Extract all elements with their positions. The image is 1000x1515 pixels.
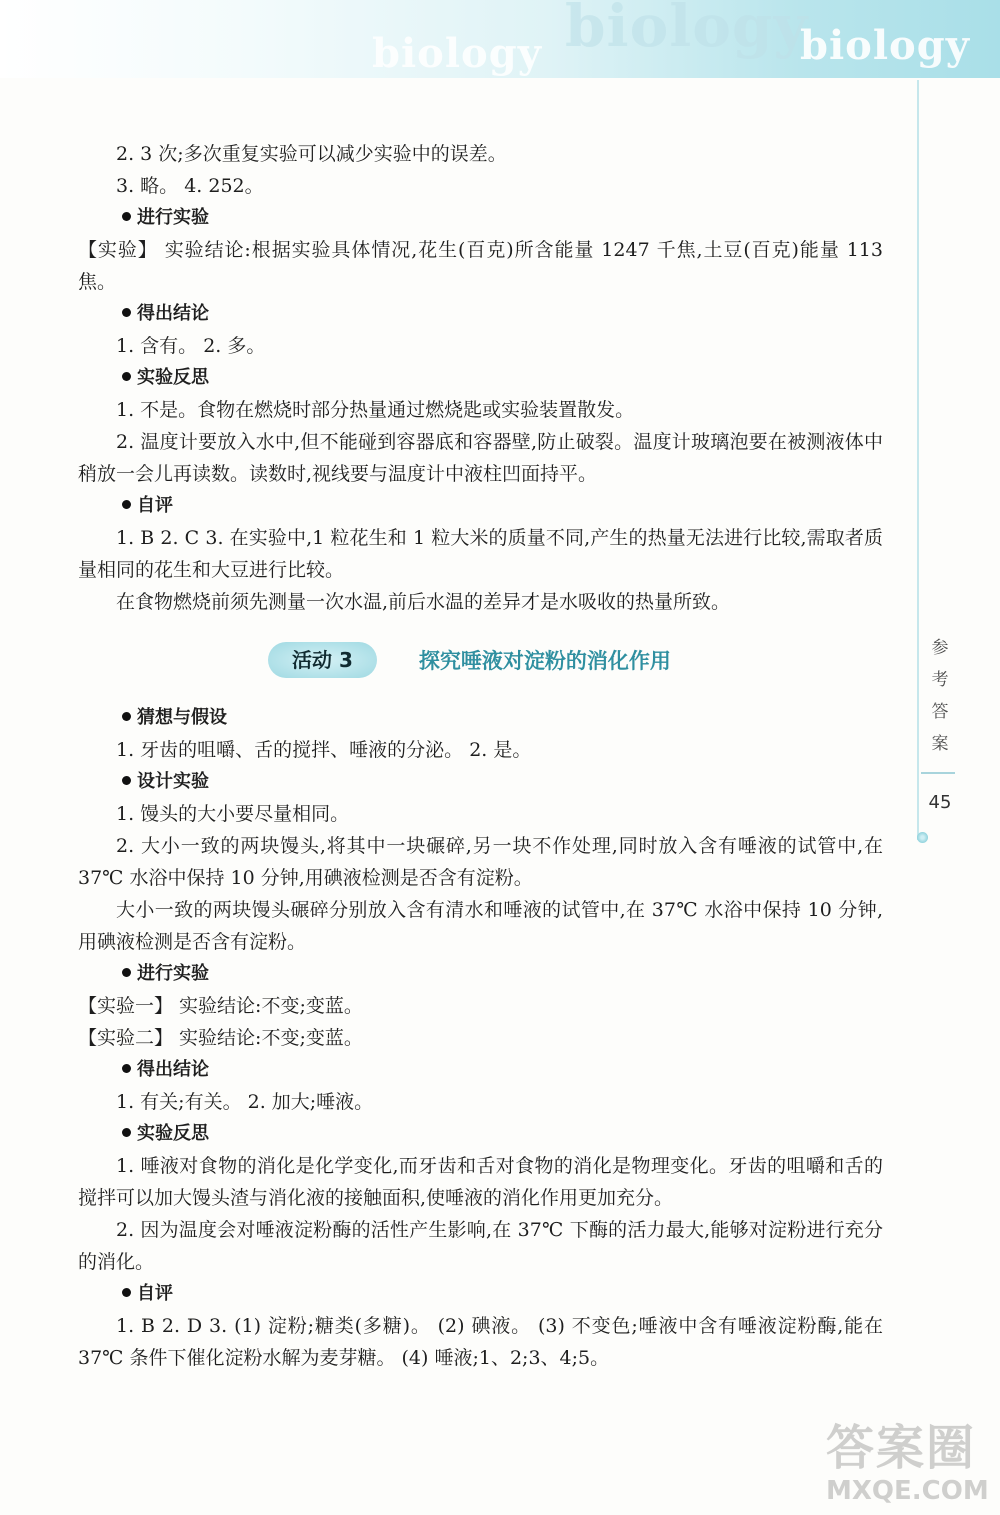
bullet-icon	[122, 776, 131, 785]
section-heading: 自评	[78, 490, 883, 522]
side-rule	[921, 772, 955, 774]
bullet-icon	[122, 212, 131, 221]
side-tab-char: 参	[931, 638, 949, 658]
main-content	[78, 138, 883, 1374]
paragraph: 3. 略。 4. 252。	[116, 175, 264, 197]
paragraph: 2. 因为温度会对唾液淀粉酶的活性产生影响,在 37℃ 下酶的活力最大,能够对淀粉进行充分的消化。	[78, 1219, 883, 1273]
section-heading: 得出结论	[78, 298, 883, 330]
paragraph: 1. 含有。 2. 多。	[116, 335, 266, 357]
site-watermark	[826, 1420, 996, 1510]
bullet-icon	[122, 308, 131, 317]
side-tab-char: 答	[931, 702, 949, 722]
page-dot-icon	[917, 832, 928, 843]
bullet-icon	[122, 1128, 131, 1137]
biology-watermark: biology	[800, 22, 970, 69]
paragraph: 【实验二】 实验结论:不变;变蓝。	[78, 1027, 363, 1049]
section-heading: 设计实验	[78, 766, 883, 798]
paragraph: 【实验一】 实验结论:不变;变蓝。	[78, 995, 363, 1017]
paragraph: 1. 馒头的大小要尽量相同。	[116, 803, 350, 825]
side-tab-char: 考	[931, 670, 949, 690]
paragraph: 1. 不是。食物在燃烧时部分热量通过燃烧匙或实验装置散发。	[116, 399, 635, 421]
paragraph: 2. 温度计要放入水中,但不能碰到容器底和容器壁,防止破裂。温度计玻璃泡要在被测液体中稍放一会儿再读数。读数时,视线要与温度计中液柱凹面持平。	[78, 431, 883, 485]
paragraph: 1. B 2. D 3. (1) 淀粉;糖类(多糖)。 (2) 碘液。 (3) 不变色;唾液中含有唾液淀粉酶,能在 37℃ 条件下催化淀粉水解为麦芽糖。 (4) 唾液;1、2;3、4;5。	[78, 1315, 883, 1369]
paragraph: 在食物燃烧前须先测量一次水温,前后水温的差异才是水吸收的热量所致。	[116, 591, 731, 613]
paragraph: 1. 有关;有关。 2. 加大;唾液。	[116, 1091, 374, 1113]
biology-watermark: biology	[372, 30, 542, 77]
section-heading: 猜想与假设	[78, 702, 883, 734]
paragraph: 1. B 2. C 3. 在实验中,1 粒花生和 1 粒大米的质量不同,产生的热量无法进行比较,需取者质量相同的花生和大豆进行比较。	[78, 527, 883, 581]
side-tab-reference-answers	[928, 632, 952, 760]
paragraph: 1. 牙齿的咀嚼、舌的搅拌、唾液的分泌。 2. 是。	[116, 739, 532, 761]
side-divider	[917, 80, 919, 840]
paragraph: 2. 大小一致的两块馒头,将其中一块碾碎,另一块不作处理,同时放入含有唾液的试管中,在 37℃ 水浴中保持 10 分钟,用碘液检测是否含有淀粉。	[78, 835, 883, 889]
activity-header	[78, 638, 883, 682]
section-heading: 实验反思	[78, 1118, 883, 1150]
section-heading: 自评	[78, 1278, 883, 1310]
section-heading: 进行实验	[78, 958, 883, 990]
bullet-icon	[122, 372, 131, 381]
activity-title: 探究唾液对淀粉的消化作用	[418, 649, 671, 673]
paragraph: 1. 唾液对食物的消化是化学变化,而牙齿和舌对食物的消化是物理变化。牙齿的咀嚼和舌的搅拌可以加大馒头渣与消化液的接触面积,使唾液的消化作用更加充分。	[78, 1155, 883, 1209]
bullet-icon	[122, 1064, 131, 1073]
section-heading: 实验反思	[78, 362, 883, 394]
section-heading: 得出结论	[78, 1054, 883, 1086]
bullet-icon	[122, 1288, 131, 1297]
paragraph: 2. 3 次;多次重复实验可以减少实验中的误差。	[116, 143, 507, 165]
bullet-icon	[122, 712, 131, 721]
paragraph: 【实验】 实验结论:根据实验具体情况,花生(百克)所含能量 1247 千焦,土豆(百克)能量 113 焦。	[78, 239, 883, 293]
paragraph: 大小一致的两块馒头碾碎分别放入含有清水和唾液的试管中,在 37℃ 水浴中保持 10 分钟,用碘液检测是否含有淀粉。	[78, 899, 883, 953]
watermark-url: MXQE.COM	[826, 1476, 989, 1506]
page-number: 45	[928, 792, 952, 813]
bullet-icon	[122, 968, 131, 977]
bullet-icon	[122, 500, 131, 509]
watermark-text: 答案圈	[826, 1420, 977, 1476]
section-heading: 进行实验	[78, 202, 883, 234]
biology-watermark: biology	[565, 0, 809, 60]
activity-badge: 活动 3	[268, 642, 377, 678]
side-tab-char: 案	[931, 734, 949, 754]
header-banner	[0, 0, 1000, 78]
